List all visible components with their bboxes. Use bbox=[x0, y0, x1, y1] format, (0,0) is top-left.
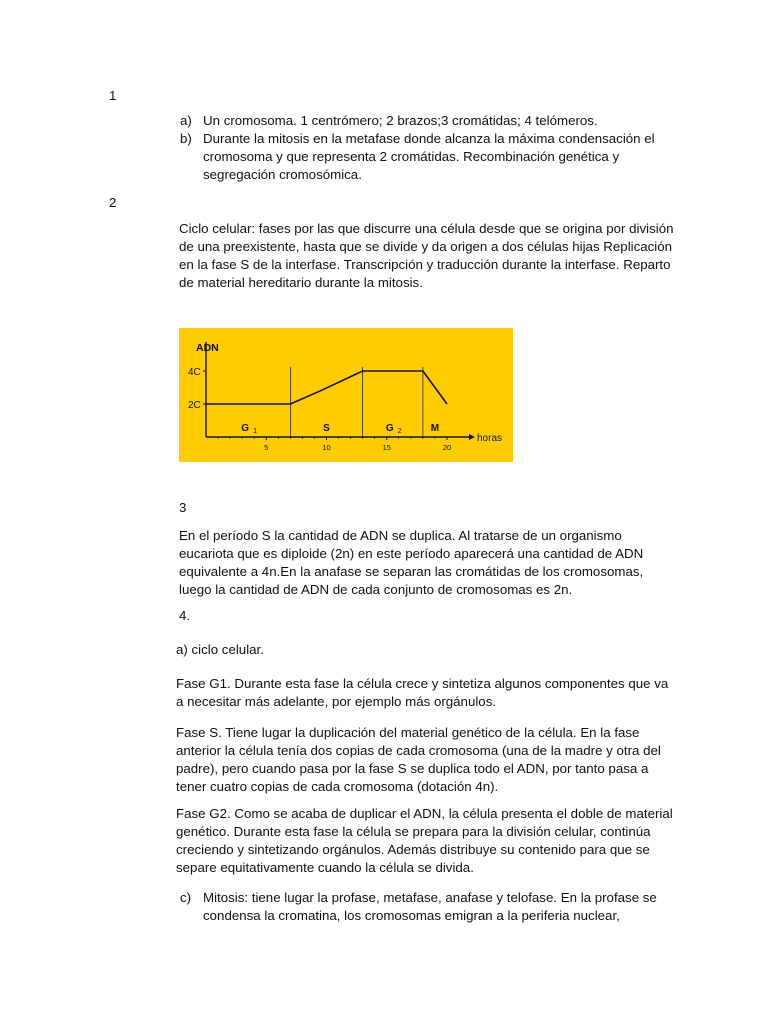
text-line: Ciclo celular: fases por las que discurre una célula desde que se origina por división bbox=[179, 221, 674, 236]
chart-background bbox=[179, 328, 513, 462]
item-marker-a: a) bbox=[180, 113, 192, 128]
question-number-1: 1 bbox=[109, 88, 117, 103]
text-line: creciendo y sintetizando orgánulos. Además distribuye su contenido para que se bbox=[176, 842, 650, 857]
phase-label-g1: G bbox=[241, 423, 250, 434]
phase-label-subscript: 2 bbox=[397, 428, 402, 435]
text-line: a necesitar más adelante, por ejemplo más orgánulos. bbox=[176, 694, 497, 709]
text-line: eucariota que es diploide (2n) en este período aparecerá una cantidad de ADN bbox=[179, 546, 644, 561]
phase-label-g2: G bbox=[385, 423, 394, 434]
y-tick-label: 4C bbox=[188, 367, 201, 378]
text-line: Mitosis: tiene lugar la profase, metafase, anafase y telofase. En la profase se bbox=[203, 890, 657, 905]
q3-answer bbox=[179, 527, 643, 599]
phase-label-subscript: 1 bbox=[253, 428, 258, 435]
text-line: tener cuatro copias de cada cromosoma (dotación 4n). bbox=[176, 779, 499, 794]
q1-answer-b bbox=[203, 130, 655, 184]
mitosis-paragraph bbox=[203, 889, 657, 925]
phase-s-paragraph bbox=[176, 724, 661, 796]
x-tick-label: 15 bbox=[382, 443, 391, 452]
text-line: luego la cantidad de ADN de cada conjunto de cromosomas es 2n. bbox=[179, 582, 573, 597]
x-tick-label: 5 bbox=[264, 443, 269, 452]
text-line: separe equitativamente cuando la célula se divida. bbox=[176, 860, 474, 875]
text-line: En el período S la cantidad de ADN se duplica. Al tratarse de un organismo bbox=[179, 528, 622, 543]
text-line: Un cromosoma. 1 centrómero; 2 brazos;3 cromátidas; 4 telómeros. bbox=[203, 113, 598, 128]
text-line: genético. Durante esta fase la célula se prepara para la división celular, continúa bbox=[176, 824, 651, 839]
phase-label-m: M bbox=[430, 423, 440, 434]
question-number-4: 4. bbox=[179, 608, 191, 623]
x-tick-label: 20 bbox=[442, 443, 452, 452]
phase-g2-paragraph bbox=[176, 805, 673, 877]
phase-g1-paragraph bbox=[176, 675, 668, 711]
q4-item-a-label: a) ciclo celular. bbox=[176, 642, 264, 657]
y-tick-label: 2C bbox=[188, 400, 201, 411]
text-line: padre), pero cuando pasa por la fase S se duplica todo el ADN, por tanto pasa a bbox=[176, 761, 649, 776]
q1-answer-a bbox=[203, 112, 598, 130]
dna-content-chart bbox=[179, 328, 513, 462]
chart-svg bbox=[179, 328, 513, 462]
x-axis-label: horas bbox=[477, 433, 503, 444]
text-line: de una preexistente, hasta que se divide y da origen a dos células hijas Replicación bbox=[179, 239, 673, 254]
text-line: equivalente a 4n.En la anafase se separan las cromátidas de los cromosomas, bbox=[179, 564, 644, 579]
text-line: segregación cromosómica. bbox=[203, 167, 362, 182]
text-line: condensa la cromatina, los cromosomas emigran a la periferia nuclear, bbox=[203, 908, 620, 923]
x-tick-label: 10 bbox=[322, 443, 331, 452]
q2-answer bbox=[179, 220, 673, 292]
y-axis-label: ADN bbox=[196, 342, 219, 354]
text-line: de material hereditario durante la mitosis. bbox=[179, 275, 423, 290]
question-number-3: 3 bbox=[179, 500, 187, 515]
text-line: Fase S. Tiene lugar la duplicación del material genético de la célula. En la fase bbox=[176, 725, 640, 740]
text-line: Durante la mitosis en la metafase donde alcanza la máxima condensación el bbox=[203, 131, 655, 146]
text-line: cromosoma y que representa 2 cromátidas. Recombinación genética y bbox=[203, 149, 620, 164]
text-line: Fase G1. Durante esta fase la célula crece y sintetiza algunos componentes que va bbox=[176, 676, 669, 691]
text-line: anterior la célula tenía dos copias de cada cromosoma (una de la madre y otra del bbox=[176, 743, 661, 758]
phase-label-s: S bbox=[323, 423, 330, 434]
text-line: en la fase S de la interfase. Transcripción y traducción durante la interfase. Reparto bbox=[179, 257, 671, 272]
question-number-2: 2 bbox=[109, 195, 117, 210]
item-marker-c: c) bbox=[180, 890, 192, 905]
item-marker-b: b) bbox=[180, 131, 192, 146]
text-line: Fase G2. Como se acaba de duplicar el ADN, la célula presenta el doble de material bbox=[176, 806, 673, 821]
